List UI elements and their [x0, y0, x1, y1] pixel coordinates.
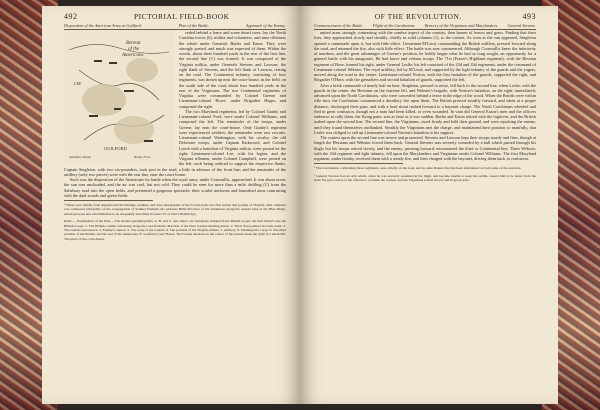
right-page-number: 493: [522, 12, 536, 21]
map-label: Salisbury Road: [69, 155, 91, 159]
left-running-head: [64, 12, 286, 21]
left-subheads: [64, 23, 286, 30]
footnote: ¹ These were chiefly from Augusta and Rockbridge counties, and were descendants of the Scotch-Irish who first settled that portion of Virginia. This company was composed principally of the congregation of Samuel Waddell, the glorious Blind Preacher of the wilderness along the eastern base of the Blue Ridge, whom prowess and extermination to be eloquently described in Letter VI of Wirt's British Spy.: [64, 203, 286, 216]
footnote: Refer.— Explanation of the Plan.—The shaded parallelograms, A, B, and C, and others, are battalions, marked in the British troops; the half shaded ones the British troops. 1. The British column advancing along the road from the direction of the New Garden meeting-house. 2. Their first position in battle order. 3. The Guards and reserve. 4. Enemy's cannon. 5. The route of the Guards. 6. The position of the Virginia militia. 7. Artillery. 8. Washington's corps. 9. The third position of the British, and the last of the Americans. E. Guilford Court House. The broken shadows in the corner of the picture mark the right of a small hill. The place of the court-house.: [64, 219, 286, 241]
left-running-title: PICTORIAL FIELD-BOOK: [133, 12, 230, 21]
left-body: [64, 30, 286, 244]
map-label: Americans: [122, 53, 144, 58]
paragraph: Such was the disposition of the Americans for battle when the royal army, under Cornwallis, approached. It was about noon; the sun was unclouded, and the air was cool, but not cold. They could be seen for more than a mile, defiling (C) from the Salisbury road into the open fields, and presented a gorgeous spectacle; their scarlet uniforms and burnished arms contrasting with the dark woods and green fields.: [64, 177, 286, 198]
paragraph: After a brisk cannonade of nearly half an hour, Singleton, pressed to retire, fell back to the second line, when Leslie, with the guards in the center, the Hessians on the extreme left, and Webster's brigade, with Norton's battalion, on the right, immediately advanced upon the North Carolinians, who were concealed behind a fence in the edge of the wood. When the British were within rifle shot, the Carolinians commenced a desultory fire upon them. The British pressed steadily forward, and when at a proper distance, discharged their guns, and with a loud shout rushed forward to a bayonet charge. The North Carolinians wheeled and fled in great confusion, though not a man had been killed, or even wounded. In vain did General Eaton's men and the officers endeavor to rally them; the flying panic was as fatal as it was sudden. Butler and Eaton retired with the fugitives, and the British rushed upon the second line. The second line, the Virginians, stood firmly and held their ground, and were repulsing the enemy, until they found themselves outflanked. Steadily the Virginians met the charge, and maintained their position so manfully, that Leslie was obliged to call up Lieutenant-colonel Norton's battalion to his support.: [314, 82, 536, 135]
footnote-rule: [314, 163, 403, 164]
map-label: GUILFORD: [104, 146, 127, 151]
footnote: ¹ The Carolinians, comprising three regiments, were chiefly on the road, and in some dispute that has been maintained on both sides of the question.: [314, 166, 522, 171]
map-label: of the: [128, 47, 140, 52]
left-page-number: 492: [64, 12, 78, 21]
right-running-title: OF THE REVOLUTION.: [374, 12, 462, 21]
left-page: [42, 6, 300, 404]
right-subheads: [314, 23, 536, 30]
paragraph: The contest upon the second line was severe and protracted. Stevens and Lawson kept their troops steady and firm, though at length the Hessians and Webster forced them back. General Stevens was severely wounded by a ball which passed through his thigh; but his troops retired slowly, and the enemy, pressing forward, encountered the third or Continental line. There Webster, with the 33d regiment and light infantry, fell upon the Marylanders and Virginians under Colonel Williams. The first Maryland regiment, under Gunby, received them with a steady fire, and then charged with the bayonet, driving them back in confusion.: [314, 135, 536, 161]
left-subhead: Disposition of the American Army at Guilford.: [64, 23, 142, 28]
map-label: Retreat: [126, 41, 141, 46]
footnote: ² General Stevens had an arm which, when he was severely wounded in the thigh, and became unable to keep his saddle, caused him to be borne from the field. He gave orders to his officers to continue the contest, and the Virginians retired slowly and in good order.: [314, 174, 536, 183]
paragraph: The two Maryland regiments, led by Colonel Gunby and Lieutenant-colonel Ford, were under Colonel Williams, and composed the left. The remainder of the troops, under Greene, lay near the court-house. Only Gunby's regiment were experienced soldiers; the remainder were raw recruits. Lieutenant-colonel Washington, with his cavalry, the old Delaware troops, under Captain Kirkwood, and Colonel Lynch with a battalion of Virginia militia, were posted on the right; Lieutenant-colonel Lee, with his legion, and the Virginia riflemen, under Colonel Campbell, were posted on the left, each being ordered to support the respective flanks. Captain Singleton, with two six-pounders, took post in the road, a little in advance of the front line; and the remainder of the artillery (only two pieces) were with the rear line, near the court-house.: [64, 108, 286, 177]
paragraph: ceded behind a fence and some dwarf trees, lay the North Carolina forces (6), militia and volunteers, and nine riflemen, the whole under Generals Butler and Eaton. They were strongly posted, and much was expected of them. Within the woods, about three hundred yards in the rear of the first line, the second line (C) was formed. It was composed of the Virginia militia, under Generals Stevens and Lawson; the right flank of Stevens, and the left flank of Lawson, resting on the road. The Continental infantry, consisting of four regiments, was drawn up near the court-house, in the field, on the south side of the road, about four hundred yards in the rear of the Virginians. The two Continental regiments of Virginia were commanded by Colonel Greene and Lieutenant-colonel Howe, under Brigadier Huger, and composed the right.: [179, 30, 286, 109]
right-subhead: Bravery of the Virginians and Marylanders.: [424, 23, 499, 28]
right-subhead: General Stevens.: [507, 23, 536, 28]
right-running-head: [314, 12, 536, 21]
footnote-rule: [64, 200, 153, 201]
map-label: Reedy Fork: [134, 155, 151, 159]
right-subhead: Flight of the Carolinians.: [372, 23, 416, 28]
right-subhead: Commencement of the Battle.: [314, 23, 364, 28]
left-subhead: Approach of the Enemy.: [245, 23, 286, 28]
right-body: [314, 30, 536, 394]
map-label: LEE: [74, 81, 82, 86]
left-subhead: Plan of the Battle.: [178, 23, 210, 28]
right-page: [300, 6, 558, 404]
paragraph: united arms strongly contrasting with the sombre aspect of the country, then barren of leaves and grass. Finding that their foes, they approached slowly and steadily, chiefly in solid columns (1), to the contest. As soon as the van appeared, Singleton opened a cannonade upon it, but with little effect. Lieutenant M'Leod, commanding the British artillery, pressed forward along the road, and returned the fire, also with little effect. The battle was now commenced. Although Cornwallis knew the inferiority of numbers, and the great advantages of Greene's position, he boldly began what he had so long sought, an opportunity for a general battle with his antagonist. He had brave and veteran troops. The 71st (Fraser's Highland regiment), with the Hessian regiment of Bose, formed his right, under General Leslie; his left consisted of the 23d and 33d regiments, under the command of Lieutenant-colonel Webster. The royal artillery, led by M'Leod, and supported by the light infantry of the guards and the yagers, moved along the road in the center. Lieutenant-colonel Norton, with the first battalion of the guards, supported the right, and Brigadier O'Hara, with the grenadiers and second battalion of guards, supported the left.: [314, 30, 536, 83]
map-illustration: [64, 30, 174, 162]
battle-plan-map: [64, 30, 174, 162]
